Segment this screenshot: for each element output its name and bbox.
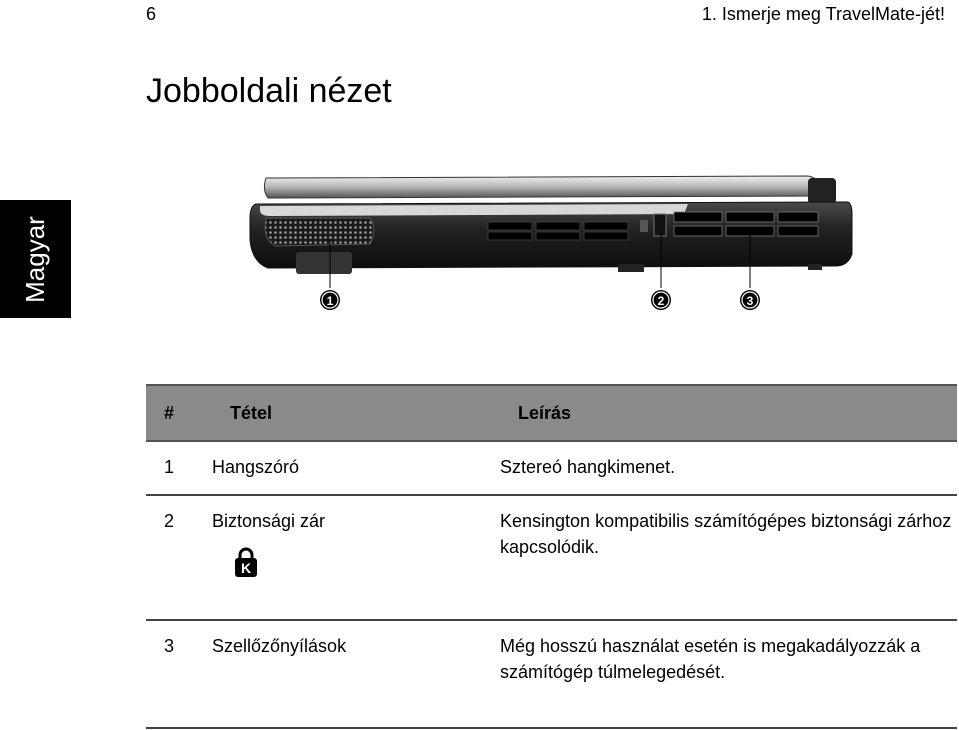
lock-letter: K [240, 560, 252, 576]
callout-3 [740, 290, 760, 310]
section-title: Jobboldali nézet [146, 72, 392, 110]
row-item: Biztonsági zár [212, 511, 326, 531]
kensington-lock-icon [234, 546, 500, 585]
row-description: Kensington kompatibilis számítógépes biztonsági zárhoz kapcsolódik. [500, 495, 957, 620]
running-header: 1. Ismerje meg TravelMate-jét! [701, 4, 945, 24]
row-description: Még hosszú használat esetén is megakadályozzák a számítógép túlmelegedését. [500, 620, 957, 728]
svg-text:2: 2 [657, 294, 665, 308]
page-number: 6 [146, 4, 157, 24]
table-row [146, 441, 957, 495]
svg-text:3: 3 [746, 294, 754, 308]
callout-2 [651, 290, 671, 310]
header-description: Leírás [500, 385, 957, 441]
row-num: 2 [146, 495, 212, 620]
language-tab [0, 200, 71, 318]
header-item: Tétel [212, 385, 500, 441]
row-description: Sztereó hangkimenet. [500, 441, 957, 495]
spec-table [146, 384, 957, 729]
language-tab-label: Magyar [20, 215, 51, 303]
table-row [146, 620, 957, 728]
row-item: Szellőzőnyílások [212, 620, 500, 728]
row-num: 1 [146, 441, 212, 495]
row-item-cell [212, 495, 500, 620]
header-num: # [146, 385, 212, 441]
svg-text:1: 1 [326, 294, 334, 308]
row-num: 3 [146, 620, 212, 728]
row-item: Hangszóró [212, 441, 500, 495]
callout-1 [320, 290, 340, 310]
laptop-right-side-illustration [248, 170, 858, 320]
table-header-row [146, 385, 957, 441]
table-row [146, 495, 957, 620]
